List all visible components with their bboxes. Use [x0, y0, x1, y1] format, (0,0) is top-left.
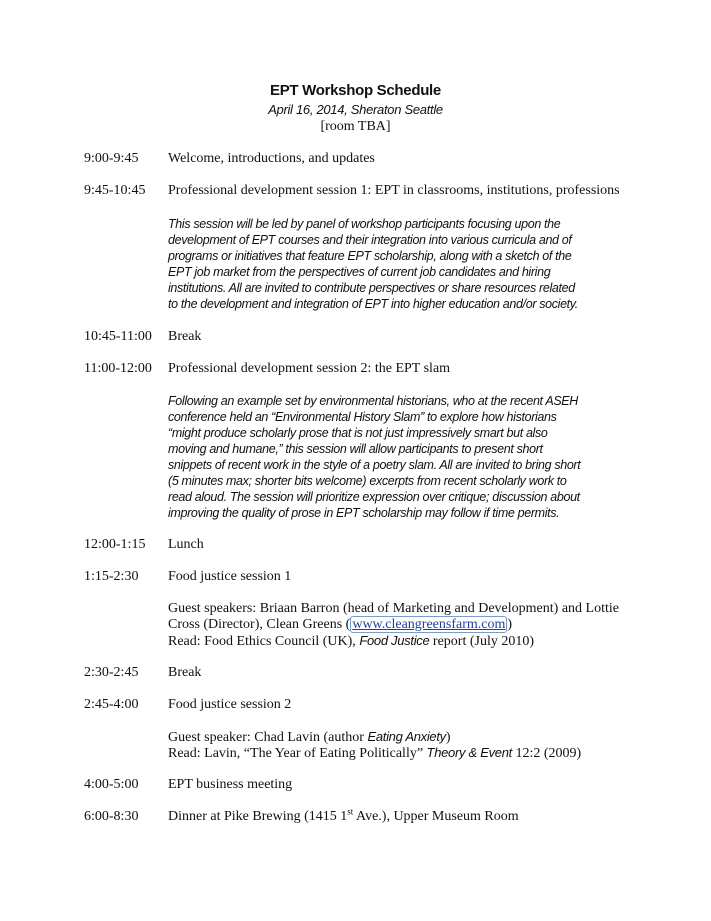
description-line: snippets of recent work in the style of a poetry slam. All are invited to bring short — [168, 458, 581, 472]
description-line: EPT job market from the perspectives of current job candidates and hiring — [168, 265, 551, 279]
guest-role: head of Marketing and Development — [347, 601, 554, 616]
session-time: 2:30-2:45 — [84, 665, 139, 680]
ordinal-suffix: st — [347, 806, 354, 817]
description-line: read aloud. The session will prioritize expression over critique; discussion about — [168, 490, 580, 504]
session-heading: Food justice session 1 — [168, 569, 292, 584]
session-heading — [168, 806, 519, 825]
description-line: “might produce scholarly prose that is not just impressively smart but also — [168, 426, 548, 440]
session-heading: Food justice session 2 — [168, 697, 292, 712]
session-time: 6:00-8:30 — [84, 809, 139, 824]
session-time: 11:00-12:00 — [84, 361, 152, 376]
description-line: development of EPT courses and their integration into various curricula and of — [168, 233, 572, 247]
room-note: [room TBA] — [320, 119, 391, 134]
guest-speakers-line — [168, 601, 619, 617]
journal-title: Theory & Event — [426, 745, 512, 760]
description-line: institutions. All are invited to contribute perspectives or share resources related — [168, 281, 575, 295]
guest-speaker-line — [168, 729, 451, 746]
guest-text: Guest speakers: Briaan Barron ( — [168, 601, 348, 616]
description-line: conference held an “Environmental History Slam” to explore how historians — [168, 410, 557, 424]
reading-text: Read: Lavin, “The Year of Eating Politically” — [168, 746, 427, 761]
session-heading: Professional development session 1: EPT in classrooms, institutions, professions — [168, 183, 620, 198]
session-description — [168, 393, 638, 521]
session-time: 10:45-11:00 — [84, 329, 152, 344]
reading-text: Read: Food Ethics Council (UK), — [168, 634, 360, 649]
page-title: EPT Workshop Schedule — [270, 82, 441, 99]
session-time: 2:45-4:00 — [84, 697, 139, 712]
session-time: 12:00-1:15 — [84, 537, 146, 552]
reading-text: 12:2 (2009) — [511, 746, 582, 761]
guest-text: ) — [507, 617, 513, 632]
session-time: 9:00-9:45 — [84, 151, 139, 166]
description-line: moving and humane,” this session will allow participants to present short — [168, 442, 543, 456]
guest-text: Guest speaker: Chad Lavin (author — [168, 730, 368, 745]
reading-line — [168, 745, 581, 762]
description-line: (5 minutes max; shorter bits welcome) excerpts from recent scholarly work to — [168, 474, 567, 488]
guest-text: ) — [445, 730, 451, 745]
page-subtitle: April 16, 2014, Sheraton Seattle — [268, 102, 443, 117]
session-description — [168, 216, 638, 312]
reading-title: Food Justice — [359, 633, 430, 648]
description-line: to the development and integration of EPT into higher education and/or society. — [168, 297, 578, 311]
description-line: Following an example set by environmental historians, who at the recent ASEH — [168, 394, 578, 408]
website-link-box[interactable] — [350, 616, 507, 633]
dinner-text: Dinner at Pike Brewing (1415 1 — [168, 809, 348, 824]
guest-text: ) and Lottie — [553, 601, 619, 616]
session-heading: Lunch — [168, 537, 204, 552]
session-time: 1:15-2:30 — [84, 569, 139, 584]
website-link[interactable]: www.cleangreensfarm.com — [352, 617, 506, 632]
reading-line — [168, 633, 534, 650]
book-title: Eating Anxiety — [367, 729, 446, 744]
guest-text: Cross (Director), Clean Greens ( — [168, 617, 351, 632]
session-heading: EPT business meeting — [168, 777, 293, 792]
session-heading: Break — [168, 329, 202, 344]
session-time: 9:45-10:45 — [84, 183, 146, 198]
session-heading: Welcome, introductions, and updates — [168, 151, 375, 166]
session-time: 4:00-5:00 — [84, 777, 139, 792]
session-heading: Break — [168, 665, 202, 680]
dinner-text: Ave.), Upper Museum Room — [353, 809, 519, 824]
description-line: programs or initiatives that feature EPT scholarship, along with a sketch of the — [168, 249, 572, 263]
guest-speakers-line-2 — [168, 617, 512, 633]
description-line: This session will be led by panel of workshop participants focusing upon the — [168, 217, 561, 231]
session-heading: Professional development session 2: the EPT slam — [168, 361, 451, 376]
description-line: improving the quality of prose in EPT scholarship may follow if time permits. — [168, 506, 560, 520]
reading-text: report (July 2010) — [429, 634, 535, 649]
